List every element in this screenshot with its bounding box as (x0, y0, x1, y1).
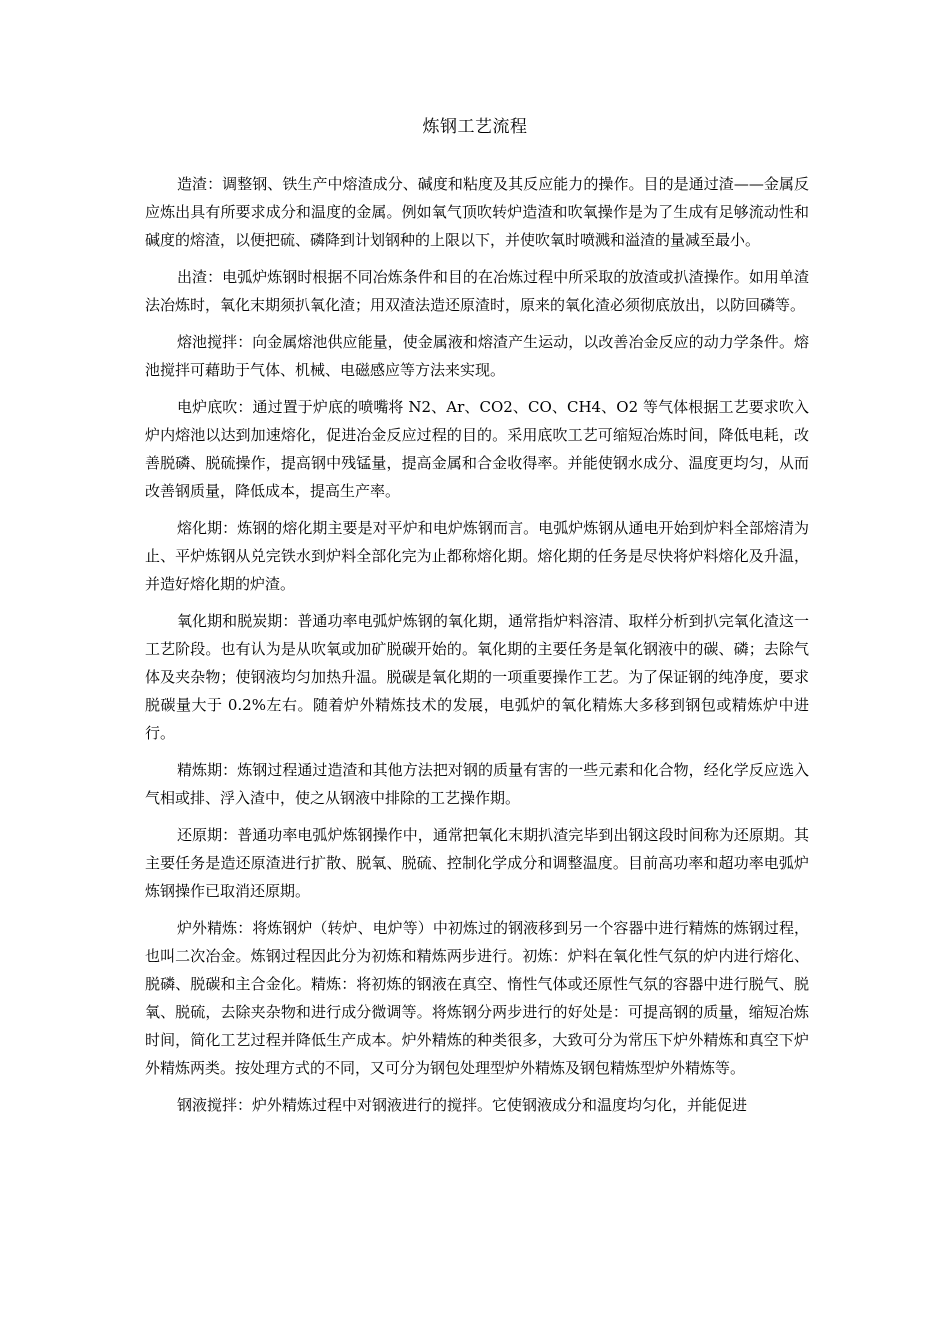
paragraph-refining-period: 精炼期：炼钢过程通过造渣和其他方法把对钢的质量有害的一些元素和化合物，经化学反应选入气相或排、浮入渣中，使之从钢液中排除的工艺操作期。 (145, 761, 809, 807)
document-body (145, 170, 809, 1128)
paragraph-secondary-refining: 炉外精炼：将炼钢炉（转炉、电炉等）中初炼过的钢液移到另一个容器中进行精炼的炼钢过程，也叫二次冶金。炼钢过程因此分为初炼和精炼两步进行。初炼：炉料在氧化性气氛的炉内进行熔化、脱磷、脱碳和主合金化。精炼：将初炼的钢液在真空、惰性气体或还原性气氛的容器中进行脱气、脱氧、脱硫，去除夹杂物和进行成分微调等。将炼钢分两步进行的好处是：可提高钢的质量，缩短冶炼时间，简化工艺过程并降低生产成本。炉外精炼的种类很多，大致可分为常压下炉外精炼和真空下炉外精炼两类。按处理方式的不同，又可分为钢包处理型炉外精炼及钢包精炼型炉外精炼等。 (145, 919, 809, 1077)
paragraph-steel-stirring: 钢液搅拌：炉外精炼过程中对钢液进行的搅拌。它使钢液成分和温度均匀化，并能促进 (177, 1096, 748, 1114)
document-title: 炼钢工艺流程 (422, 117, 528, 137)
paragraph-reduction-period: 还原期：普通功率电弧炉炼钢操作中，通常把氧化末期扒渣完毕到出钢这段时间称为还原期。其主要任务是造还原渣进行扩散、脱氧、脱硫、控制化学成分和调整温度。目前高功率和超功率电弧炉炼钢操作已取消还原期。 (145, 826, 809, 900)
paragraph-melting-period: 熔化期：炼钢的熔化期主要是对平炉和电炉炼钢而言。电弧炉炼钢从通电开始到炉料全部熔清为止、平炉炼钢从兑完铁水到炉料全部化完为止都称熔化期。熔化期的任务是尽快将炉料熔化及升温，并造好熔化期的炉渣。 (145, 519, 809, 593)
paragraph-bottom-blowing: 电炉底吹：通过置于炉底的喷嘴将 N2、Ar、CO2、CO、CH4、O2 等气体根据工艺要求吹入炉内熔池以达到加速熔化，促进冶金反应过程的目的。采用底吹工艺可缩短冶炼时间，降低电耗，改善脱磷、脱硫操作，提高钢中残锰量，提高金属和合金收得率。并能使钢水成分、温度更均匀，从而改善钢质量，降低成本，提高生产率。 (145, 398, 809, 500)
paragraph-slagging-off: 出渣：电弧炉炼钢时根据不同冶炼条件和目的在冶炼过程中所采取的放渣或扒渣操作。如用单渣法冶炼时，氧化末期须扒氧化渣；用双渣法造还原渣时，原来的氧化渣必须彻底放出，以防回磷等。 (145, 268, 809, 314)
paragraph-slag-making: 造渣：调整钢、铁生产中熔渣成分、碱度和粘度及其反应能力的操作。目的是通过渣——金属反应炼出具有所要求成分和温度的金属。例如氧气顶吹转炉造渣和吹氧操作是为了生成有足够流动性和碱度的熔渣，以便把硫、磷降到计划钢种的上限以下，并使吹氧时喷溅和溢渣的量减至最小。 (145, 175, 809, 249)
paragraph-oxidation-period: 氧化期和脱炭期：普通功率电弧炉炼钢的氧化期，通常指炉料溶清、取样分析到扒完氧化渣这一工艺阶段。也有认为是从吹氧或加矿脱碳开始的。氧化期的主要任务是氧化钢液中的碳、磷；去除气体及夹杂物；使钢液均匀加热升温。脱碳是氧化期的一项重要操作工艺。为了保证钢的纯净度，要求脱碳量大于 0.2%左右。随着炉外精炼技术的发展，电弧炉的氧化精炼大多移到钢包或精炼炉中进行。 (145, 612, 809, 742)
paragraph-bath-stirring: 熔池搅拌：向金属熔池供应能量，使金属液和熔渣产生运动，以改善冶金反应的动力学条件。熔池搅拌可藉助于气体、机械、电磁感应等方法来实现。 (145, 333, 809, 379)
